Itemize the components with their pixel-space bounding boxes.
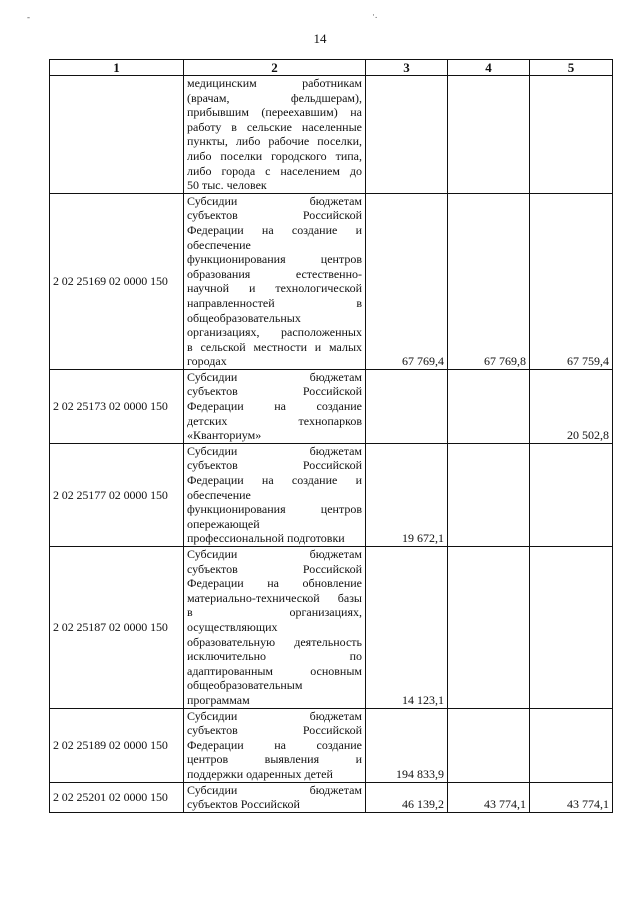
description-line: Федерации на обновление (187, 576, 362, 591)
amount-cell-5 (530, 547, 613, 709)
amount-cell-4: 67 769,8 (448, 193, 530, 369)
description-line: (врачам, фельдшерам), (187, 90, 362, 105)
description-line: Федерации на создание (187, 737, 362, 752)
description-line: Субсидии бюджетам (187, 547, 362, 561)
description-line: Федерации на создание и (187, 473, 362, 488)
description-line: прибывшим (переехавшим) на (187, 105, 362, 120)
scan-speck: - (27, 12, 30, 22)
table-row (50, 708, 613, 782)
amount-cell-3: 14 123,1 (366, 547, 448, 709)
description-line: материально-технической базы (187, 590, 362, 605)
description-line: опережающей (187, 516, 260, 531)
amount-cell-4 (448, 547, 530, 709)
description-line: образования естественно- (187, 266, 362, 281)
table-row (50, 76, 613, 194)
description-line: обеспечение (187, 487, 251, 502)
description-cell (184, 443, 366, 546)
description-line: детских технопарков (187, 413, 362, 428)
description-line: 50 тыс. человек (187, 178, 267, 193)
column-header-1: 1 (50, 60, 184, 76)
description-line: адаптированным основным (187, 663, 362, 678)
table-row (50, 193, 613, 369)
amount-cell-3: 46 139,2 (366, 782, 448, 812)
amount-cell-3: 194 833,9 (366, 708, 448, 782)
column-header-2: 2 (184, 60, 366, 76)
description-line: в организациях, (187, 605, 362, 620)
description-line: Субсидии бюджетам (187, 708, 362, 723)
description-line: субъектов Российской (187, 561, 362, 576)
budget-code-cell: 2 02 25173 02 0000 150 (50, 369, 184, 443)
table-body (50, 76, 613, 813)
amount-cell-4 (448, 369, 530, 443)
description-line: Федерации на создание (187, 399, 362, 414)
amount-cell-3 (366, 76, 448, 194)
amount-cell-5 (530, 76, 613, 194)
description-cell (184, 193, 366, 369)
description-line: Субсидии бюджетам (187, 369, 362, 384)
description-cell (184, 76, 366, 194)
description-line: субъектов Российской (187, 797, 300, 812)
amount-cell-3: 19 672,1 (366, 443, 448, 546)
amount-cell-4 (448, 76, 530, 194)
description-line: Субсидии бюджетам (187, 782, 362, 797)
description-line: медицинским работникам (187, 76, 362, 90)
header-row (50, 60, 613, 76)
description-line: работу в сельские населенные (187, 119, 362, 134)
description-line: субъектов Российской (187, 723, 362, 738)
amount-cell-5: 67 759,4 (530, 193, 613, 369)
description-line: субъектов Российской (187, 208, 362, 223)
amount-cell-4: 43 774,1 (448, 782, 530, 812)
description-line: обеспечение (187, 237, 251, 252)
budget-code-cell (50, 76, 184, 194)
scan-speck: ·. (372, 10, 378, 20)
amount-cell-5: 20 502,8 (530, 369, 613, 443)
description-line: общеобразовательных (187, 310, 301, 325)
description-line: пункты, либо рабочие поселки, (187, 134, 362, 149)
description-line: осуществляющих (187, 619, 278, 634)
revenue-table (49, 59, 613, 813)
description-line: функционирования центров (187, 252, 362, 267)
description-line: общеобразовательным (187, 678, 303, 693)
description-line: субъектов Российской (187, 384, 362, 399)
description-line: поддержки одаренных детей (187, 766, 333, 781)
description-line: образовательную деятельность (187, 634, 362, 649)
description-cell (184, 708, 366, 782)
budget-code-cell: 2 02 25169 02 0000 150 (50, 193, 184, 369)
description-line: организациях, расположенных (187, 325, 362, 340)
description-line: Федерации на создание и (187, 222, 362, 237)
column-header-4: 4 (448, 60, 530, 76)
table-row (50, 547, 613, 709)
budget-code-cell: 2 02 25177 02 0000 150 (50, 443, 184, 546)
description-line: либо города с населением до (187, 163, 362, 178)
column-header-3: 3 (366, 60, 448, 76)
description-line: функционирования центров (187, 502, 362, 517)
page-number: 14 (313, 31, 327, 46)
description-line: городах (187, 354, 227, 369)
description-line: «Кванториум» (187, 428, 262, 443)
amount-cell-5 (530, 708, 613, 782)
description-line: направленностей в (187, 295, 362, 310)
description-line: центров выявления и (187, 752, 362, 767)
amount-cell-3 (366, 369, 448, 443)
amount-cell-4 (448, 708, 530, 782)
description-line: субъектов Российской (187, 458, 362, 473)
amount-cell-4 (448, 443, 530, 546)
column-header-5: 5 (530, 60, 613, 76)
table-row (50, 443, 613, 546)
table-row (50, 369, 613, 443)
description-line: исключительно по (187, 649, 362, 664)
description-line: в сельской местности и малых (187, 339, 362, 354)
description-line: профессиональной подготовки (187, 531, 345, 546)
budget-code-cell: 2 02 25201 02 0000 150 (50, 782, 184, 812)
amount-cell-5: 43 774,1 (530, 782, 613, 812)
amount-cell-3: 67 769,4 (366, 193, 448, 369)
budget-code-cell: 2 02 25189 02 0000 150 (50, 708, 184, 782)
description-line: научной и технологической (187, 281, 362, 296)
description-cell (184, 782, 366, 812)
budget-code-cell: 2 02 25187 02 0000 150 (50, 547, 184, 709)
description-cell (184, 547, 366, 709)
amount-cell-5 (530, 443, 613, 546)
table-row (50, 782, 613, 812)
description-cell (184, 369, 366, 443)
description-line: либо поселки городского типа, (187, 148, 362, 163)
description-line: Субсидии бюджетам (187, 193, 362, 208)
description-line: программам (187, 692, 250, 707)
description-line: Субсидии бюджетам (187, 443, 362, 458)
